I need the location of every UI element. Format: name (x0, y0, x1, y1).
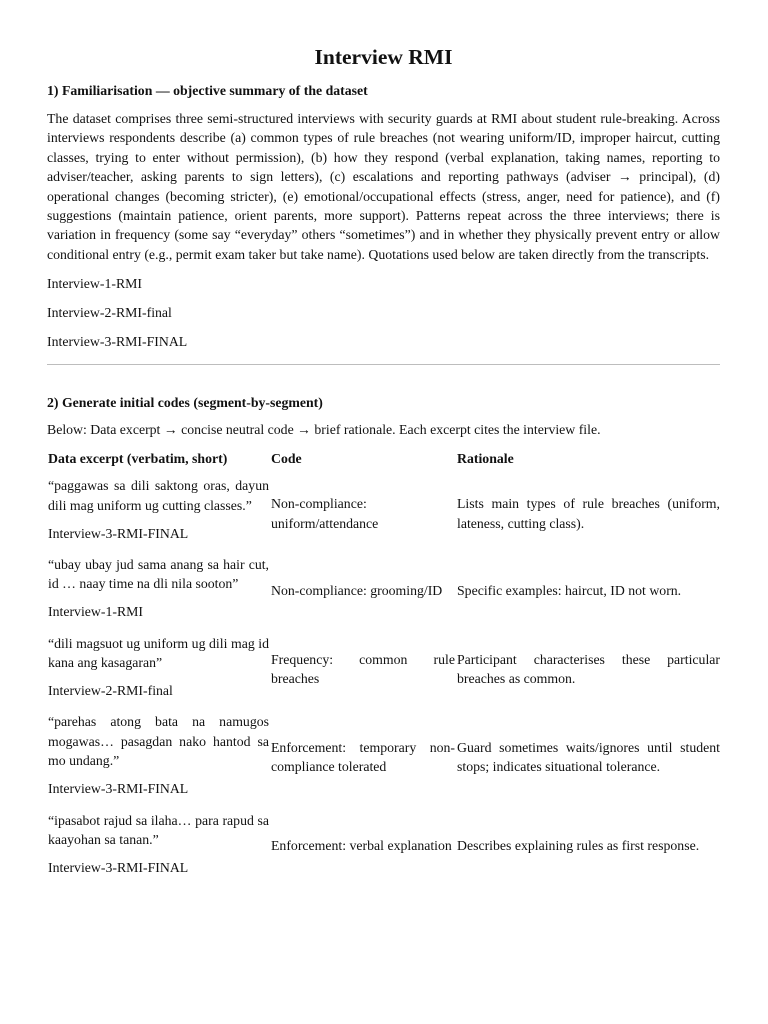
excerpt-text: “parehas atong bata na namugos mogawas… pasagdan nako hantod sa mo undang.” (48, 714, 269, 769)
excerpt-source: Interview-1-RMI (48, 604, 144, 620)
excerpt-cell (47, 708, 270, 806)
column-header-excerpt: Data excerpt (verbatim, short) (48, 451, 228, 467)
code-cell: Enforcement: verbal explanation (271, 838, 452, 854)
table-row (47, 807, 721, 886)
code-cell: Non-compliance: uniform/attendance (271, 496, 379, 531)
section-1-heading: 1) Familiarisation — objective summary of the dataset (47, 83, 368, 98)
document-title: Interview RMI (314, 45, 453, 69)
rationale-cell: Specific examples: haircut, ID not worn. (457, 582, 682, 598)
excerpt-cell (47, 807, 270, 886)
column-header-rationale: Rationale (457, 451, 514, 467)
excerpt-text: “ubay ubay jud sama anang sa hair cut, id … naay time na dli nila sooton” (48, 556, 269, 592)
excerpt-text: “ipasabot rajud sa ilaha… para rapud sa kaayohan sa tanan.” (48, 812, 269, 847)
table-row (47, 708, 721, 806)
interview-file-3: Interview-3-RMI-FINAL (47, 334, 188, 350)
codes-table (47, 449, 721, 885)
column-header-code: Code (271, 451, 302, 467)
excerpt-source: Interview-2-RMI-final (48, 683, 173, 699)
excerpt-text: “paggawas sa dili saktong oras, dayun dili mag uniform ug cutting classes.” (48, 478, 269, 513)
section-2-intro: Below: Data excerpt → concise neutral code → brief rationale. Each excerpt cites the interview file. (47, 421, 601, 437)
table-row (47, 551, 721, 630)
section-2-heading: 2) Generate initial codes (segment-by-segment) (47, 394, 323, 410)
table-row (47, 630, 721, 709)
rationale-cell: Lists main types of rule breaches (uniform, lateness, cutting class). (457, 496, 720, 531)
code-cell: Non-compliance: grooming/ID (271, 582, 443, 598)
table-row (47, 476, 721, 551)
dataset-summary: The dataset comprises three semi-structured interviews with security guards at RMI about student rule-breaking. Across interviews respondents describe (a) common types of rule breaches (not wearing uniform/ID, improper haircut, cutting classes, trying to enter without permission), (b) how they respond (verbal explanation, taking names, reporting to adviser/teacher, asking parents to sign letters), (c) escalations and reporting pathways (adviser → principal), (d) operational changes (becoming stricter), (e) emotional/occupational effects (stress, anger, need for patience), and (f) suggestions (maintain patience, orient parents, more support). Patterns repeat across the three interviews; there is variation in frequency (some say “everyday” others “sometimes”) and in whether they physically prevent entry or allow conditional entry (e.g., permit exam taker but take name). Quotations used below are taken directly from the transcripts. (47, 111, 720, 262)
section-divider (47, 364, 720, 365)
rationale-cell: Participant characterises these particular breaches as common. (457, 651, 720, 687)
rationale-cell: Describes explaining rules as first response. (457, 838, 700, 854)
code-cell: Frequency: common rule breaches (271, 651, 455, 687)
code-cell: Enforcement: temporary non-compliance tolerated (271, 740, 455, 775)
interview-file-1: Interview-1-RMI (47, 276, 143, 292)
excerpt-text: “dili magsuot ug uniform ug dili mag id kana ang kasagaran” (48, 635, 269, 671)
excerpt-source: Interview-3-RMI-FINAL (48, 859, 189, 875)
excerpt-cell (47, 630, 270, 709)
interview-file-2: Interview-2-RMI-final (47, 305, 172, 321)
excerpt-cell (47, 551, 270, 630)
rationale-cell: Guard sometimes waits/ignores until student stops; indicates situational tolerance. (457, 740, 720, 775)
table-header-row (47, 449, 721, 476)
excerpt-source: Interview-3-RMI-FINAL (48, 781, 189, 797)
excerpt-source: Interview-3-RMI-FINAL (48, 525, 189, 541)
excerpt-cell (47, 476, 270, 551)
